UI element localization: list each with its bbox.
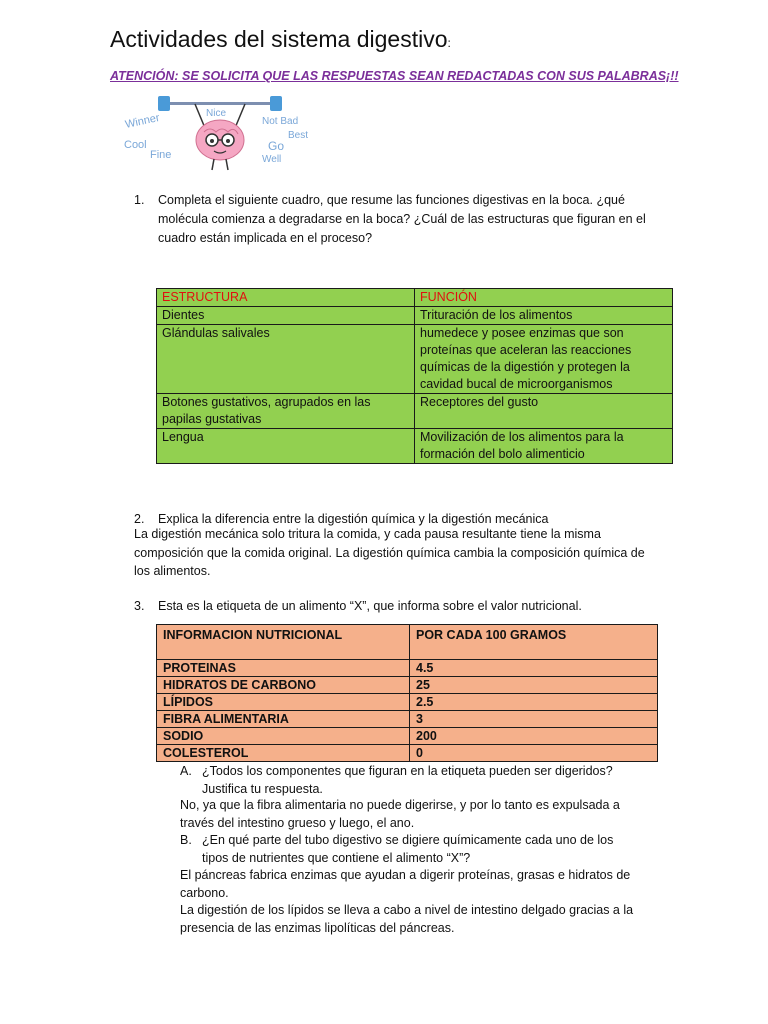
mouth-functions-table (156, 288, 673, 464)
header-nutrition-info: INFORMACION NUTRICIONAL (157, 625, 410, 660)
table-row (157, 677, 658, 694)
subquestion-a (180, 763, 650, 798)
amount-cell: 200 (410, 728, 658, 745)
subquestion-b (180, 832, 650, 867)
question-1-number: 1. (134, 193, 145, 207)
title-colon: : (447, 36, 451, 50)
answer-b (180, 867, 650, 937)
subquestion-a-line-2: Justifica tu respuesta. (202, 781, 323, 796)
nutrient-cell: FIBRA ALIMENTARIA (157, 711, 410, 728)
structure-cell: Dientes (157, 307, 415, 325)
table-row (157, 307, 673, 325)
function-cell: Movilización de los alimentos para la formación del bolo alimenticio (415, 429, 673, 464)
table-row (157, 429, 673, 464)
answer-b-paragraph-1: El páncreas fabrica enzimas que ayudan a digerir proteínas, grasas e hidratos de carbono. (180, 868, 631, 900)
word-not-bad: Not Bad (262, 116, 299, 127)
nutrition-table (156, 624, 658, 762)
table-row (157, 394, 673, 429)
question-3-number: 3. (134, 599, 145, 613)
warning-banner: ATENCIÓN: SE SOLICITA QUE LAS RESPUESTAS SEAN REDACTADAS CON SUS PALABRAS¡!! (110, 69, 679, 83)
question-3 (134, 597, 674, 616)
answer-b-paragraph-2: La digestión de los lípidos se lleva a cabo a nivel de intestino delgado gracias a la presencia de las enzimas lipolíticas del páncreas. (180, 903, 634, 935)
table-header-row (157, 289, 673, 307)
subquestion-a-label: A. (180, 764, 192, 778)
nutrient-cell: PROTEINAS (157, 660, 410, 677)
question-1 (134, 191, 664, 248)
nutrient-cell: HIDRATOS DE CARBONO (157, 677, 410, 694)
question-2-number: 2. (134, 512, 145, 526)
nutrient-cell: SODIO (157, 728, 410, 745)
answer-a: No, ya que la fibra alimentaria no puede digerirse, y por lo tanto es expulsada a través del intestino grueso y luego, el ano. (180, 798, 620, 830)
word-fine: Fine (150, 149, 172, 161)
table-row (157, 711, 658, 728)
function-cell: humedece y posee enzimas que son proteínas que aceleran las reacciones químicas de la digestión y protegen la cavidad bucal de microorganismos (415, 325, 673, 394)
subquestion-a-line-1: ¿Todos los componentes que figuran en la etiqueta pueden ser digeridos? (202, 764, 613, 778)
table-header-row (157, 625, 658, 660)
word-winner: Winner (124, 111, 161, 131)
subquestion-b-line-2: tipos de nutrientes que contiene el alimento “X”? (202, 850, 471, 865)
header-function: FUNCIÓN (415, 289, 673, 307)
question-1-line-2: molécula comienza a degradarse en la boca? ¿Cuál de las estructuras que figuran en el (158, 212, 646, 226)
nutrient-cell: COLESTEROL (157, 745, 410, 762)
question-1-line-1: Completa el siguiente cuadro, que resume las funciones digestivas en la boca. ¿qué (158, 193, 625, 207)
structure-cell: Botones gustativos, agrupados en las papilas gustativas (157, 394, 415, 429)
amount-cell: 25 (410, 677, 658, 694)
subquestion-b-line-1: ¿En qué parte del tubo digestivo se digiere químicamente cada uno de los (202, 833, 614, 847)
question-1-line-3: cuadro están implicada en el proceso? (158, 231, 373, 245)
structure-cell: Glándulas salivales (157, 325, 415, 394)
function-cell: Receptores del gusto (415, 394, 673, 429)
header-per-100g: POR CADA 100 GRAMOS (410, 625, 658, 660)
table-row (157, 728, 658, 745)
word-nice: Nice (206, 108, 227, 119)
table-row (157, 694, 658, 711)
answer-2: La digestión mecánica solo tritura la comida, y cada pausa resultante tiene la misma composición que la comida original. La digestión química cambia la composición química de los alimentos. (134, 527, 645, 578)
title-text: Actividades del sistema digestivo (110, 26, 448, 52)
page-title (110, 26, 451, 53)
word-go: Go (268, 139, 285, 153)
amount-cell: 3 (410, 711, 658, 728)
function-cell: Trituración de los alimentos (415, 307, 673, 325)
structure-cell: Lengua (157, 429, 415, 464)
table-row (157, 325, 673, 394)
word-best: Best (288, 130, 309, 141)
question-2-text: Explica la diferencia entre la digestión química y la digestión mecánica (158, 512, 549, 526)
subquestion-b-label: B. (180, 833, 192, 847)
amount-cell: 4.5 (410, 660, 658, 677)
header-structure: ESTRUCTURA (157, 289, 415, 307)
word-well: Well (262, 154, 282, 165)
nutrient-cell: LÍPIDOS (157, 694, 410, 711)
brain-illustration (120, 96, 330, 176)
table-row (157, 745, 658, 762)
question-3-text: Esta es la etiqueta de un alimento “X”, que informa sobre el valor nutricional. (158, 599, 582, 613)
table-row (157, 660, 658, 677)
amount-cell: 0 (410, 745, 658, 762)
amount-cell: 2.5 (410, 694, 658, 711)
word-cool: Cool (124, 139, 147, 151)
